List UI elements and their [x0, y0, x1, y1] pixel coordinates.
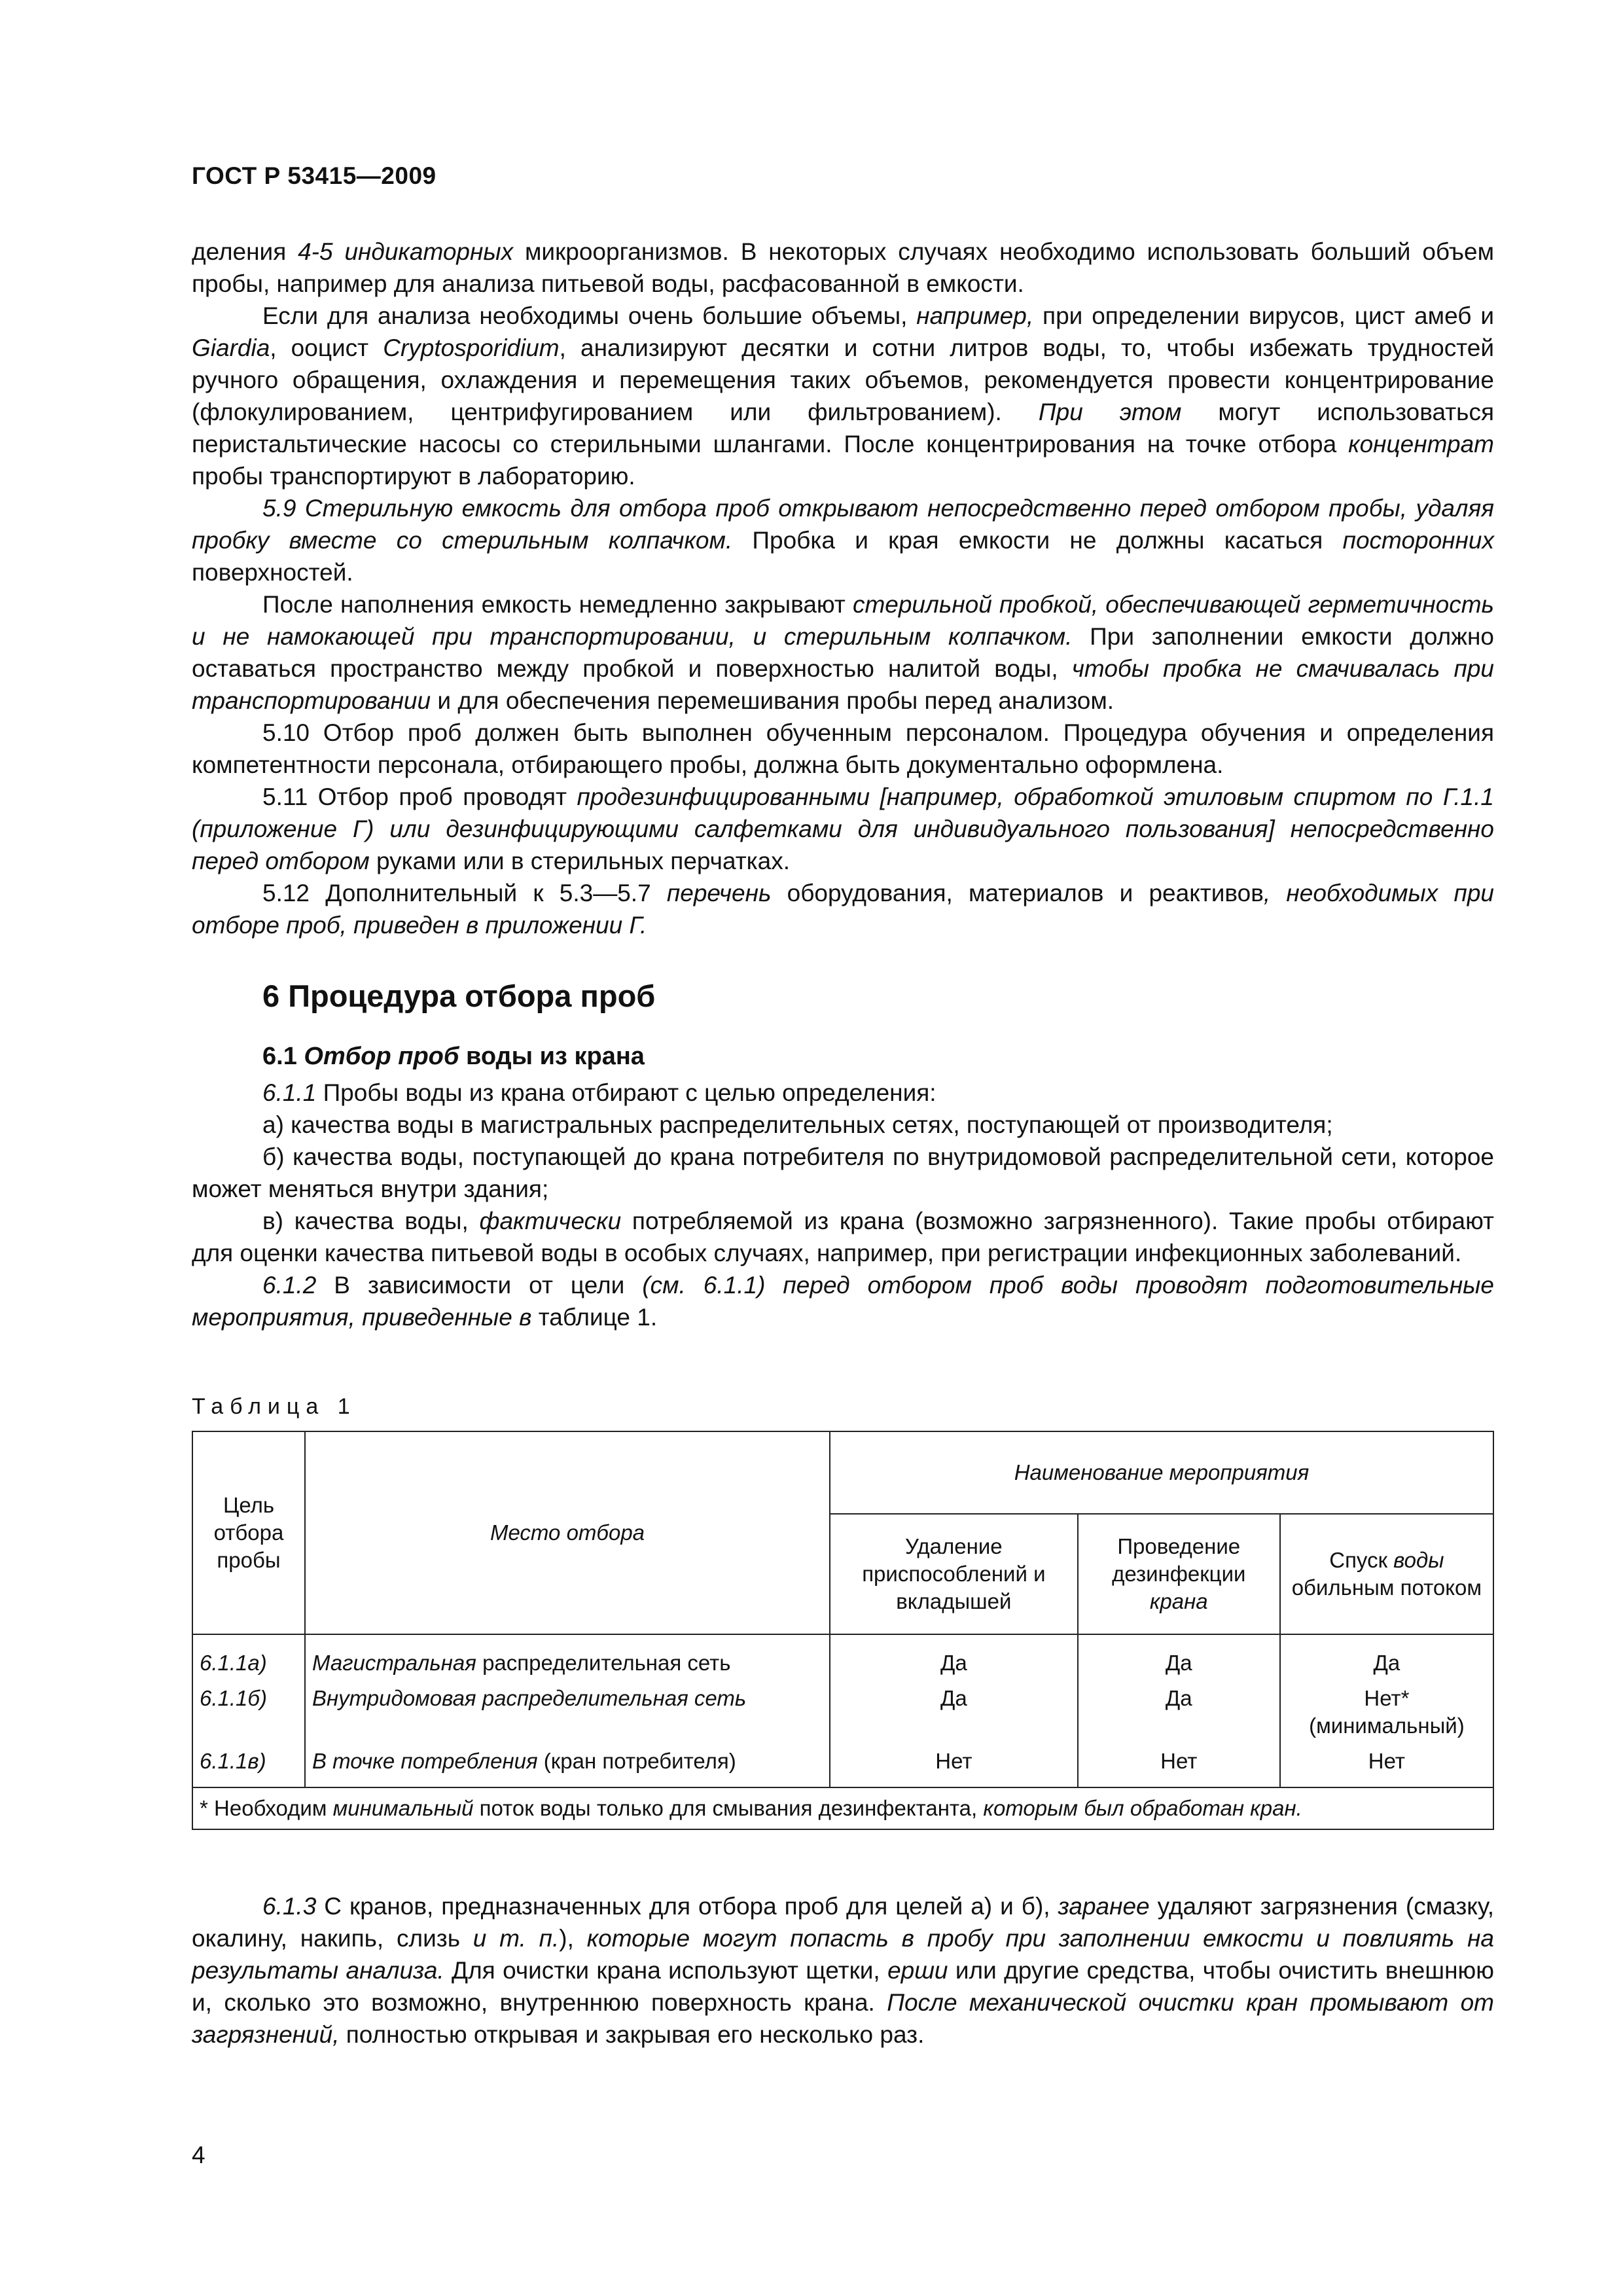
cell-value: Да — [1280, 1634, 1493, 1681]
document-header: ГОСТ Р 53415—2009 — [192, 162, 437, 189]
cell-value: Да — [1078, 1681, 1280, 1744]
paragraph: После наполнения емкость немедленно закрывают стерильной пробкой, обеспечивающей герметичность и не намокающей при транспортировании, и стерильным колпачком. При заполнении емкости должно оставаться пространство между пробкой и поверхностью налитой воды, чтобы пробка не смачивалась при транспортировании и для обеспечения перемешивания пробы перед анализом. — [192, 591, 1494, 714]
table-row — [192, 1681, 1493, 1744]
table-header-row — [192, 1431, 1493, 1514]
row-place: Внутридомовая распределительная сеть — [305, 1681, 830, 1744]
list-item-v: в) качества воды, фактически потребляемой из крана (возможно загрязненного). Такие пробы отбирают для оценки качества питьевой воды в особых случаях, например, при регистрации инфекционных заболеваний. — [192, 1208, 1495, 1266]
column-header-measures: Наименование мероприятия — [830, 1431, 1493, 1514]
section-heading: 6 Процедура отбора проб — [262, 978, 656, 1013]
paragraph-6-1-1: 6.1.1 Пробы воды из крана отбирают с целью определения: — [262, 1079, 936, 1106]
cell-value: Нет — [1280, 1744, 1493, 1787]
column-header-removal: Удаление приспособлений и вкладышей — [830, 1514, 1078, 1634]
paragraph-6-1-3: 6.1.3 С кранов, предназначенных для отбора проб для целей а) и б), заранее удаляют загрязнения (смазку, окалину, накипь, слизь и т. п.), которые могут попасть в пробу при заполнении емкости и повлиять на результаты анализа. Для очистки крана используют щетки, ерши или другие средства, чтобы очистить внешнюю и, сколько это возможно, внутреннюю поверхность крана. После механической очистки кран промывают от загрязнений, полностью открывая и закрывая его несколько раз. — [192, 1893, 1495, 2048]
paragraph: Если для анализа необходимы очень большие объемы, например, при определении вирусов, цист амеб и Giardia, ооцист Cryptosporidium, анализируют десятки и сотни литров воды, то, чтобы избежать трудностей ручного обращения, охлаждения и перемещения таких объемов, рекомендуется провести концентрирование (флокулированием, центрифугированием или фильтрованием). При этом могут использоваться перистальтические насосы со стерильными шлангами. После концентрирования на точке отбора концентрат пробы транспортируют в лабораторию. — [192, 302, 1495, 490]
cell-value: Нет — [830, 1744, 1078, 1787]
column-header-place: Место отбора — [305, 1431, 830, 1634]
cell-value: Да — [830, 1681, 1078, 1744]
page-number: 4 — [192, 2142, 205, 2168]
paragraph: деления 4-5 индикаторных микроорганизмов. В некоторых случаях необходимо использовать больший объем пробы, например для анализа питьевой воды, расфасованной в емкости. — [192, 238, 1495, 297]
paragraph-6-1-2: 6.1.2 В зависимости от цели (см. 6.1.1) перед отбором проб воды проводят подготовительные мероприятия, приведенные в таблице 1. — [192, 1272, 1494, 1331]
column-header-goal: Цель отбора пробы — [192, 1431, 305, 1634]
cell-value: Да — [1078, 1634, 1280, 1681]
cell-value: Нет* (минимальный) — [1280, 1681, 1493, 1744]
paragraph-5-12: 5.12 Дополнительный к 5.3—5.7 перечень оборудования, материалов и реактивов, необходимых при отборе проб, приведен в приложении Г. — [192, 880, 1494, 939]
table-note-row — [192, 1787, 1493, 1829]
list-item-a: а) качества воды в магистральных распределительных сетях, поступающей от производителя; — [262, 1111, 1333, 1138]
row-code: 6.1.1в) — [192, 1744, 305, 1787]
row-code: 6.1.1а) — [192, 1634, 305, 1681]
table-row — [192, 1744, 1493, 1787]
row-code: 6.1.1б) — [192, 1681, 305, 1744]
table-footnote: * Необходим минимальный поток воды только для смывания дезинфектанта, которым был обработан кран. — [192, 1787, 1493, 1829]
table-row — [192, 1634, 1493, 1681]
cell-value: Да — [830, 1634, 1078, 1681]
column-header-disinfection: Проведение дезинфекции крана — [1078, 1514, 1280, 1634]
paragraph-5-10: 5.10 Отбор проб должен быть выполнен обученным персоналом. Процедура обучения и определения компетентности персонала, отбирающего пробы, должна быть документально оформлена. — [192, 719, 1494, 778]
column-header-flush: Спуск воды обильным потоком — [1280, 1514, 1493, 1634]
list-item-b: б) качества воды, поступающей до крана потребителя по внутридомовой распределительной сети, которое может меняться внутри здания; — [192, 1143, 1494, 1202]
cell-value: Нет — [1078, 1744, 1280, 1787]
row-place: Магистральная распределительная сеть — [305, 1634, 830, 1681]
table-caption: Таблица 1 — [192, 1394, 357, 1419]
subsection-heading: 6.1 Отбор проб воды из крана — [262, 1043, 645, 1070]
row-place: В точке потребления (кран потребителя) — [305, 1744, 830, 1787]
paragraph-5-11: 5.11 Отбор проб проводят продезинфицированными [например, обработкой этиловым спиртом по Г.1.1 (приложение Г) или дезинфицирующими салфетками для индивидуального пользования] непосредственно перед отбором руками или в стерильных перчатках. — [192, 783, 1494, 874]
measures-table — [192, 1431, 1494, 1830]
document-body — [192, 236, 1494, 1333]
paragraph-5-9: 5.9 Стерильную емкость для отбора проб открывают непосредственно перед отбором пробы, удаляя пробку вместе со стерильным колпачком. Пробка и края емкости не должны касаться посторонних поверхностей. — [192, 495, 1494, 586]
